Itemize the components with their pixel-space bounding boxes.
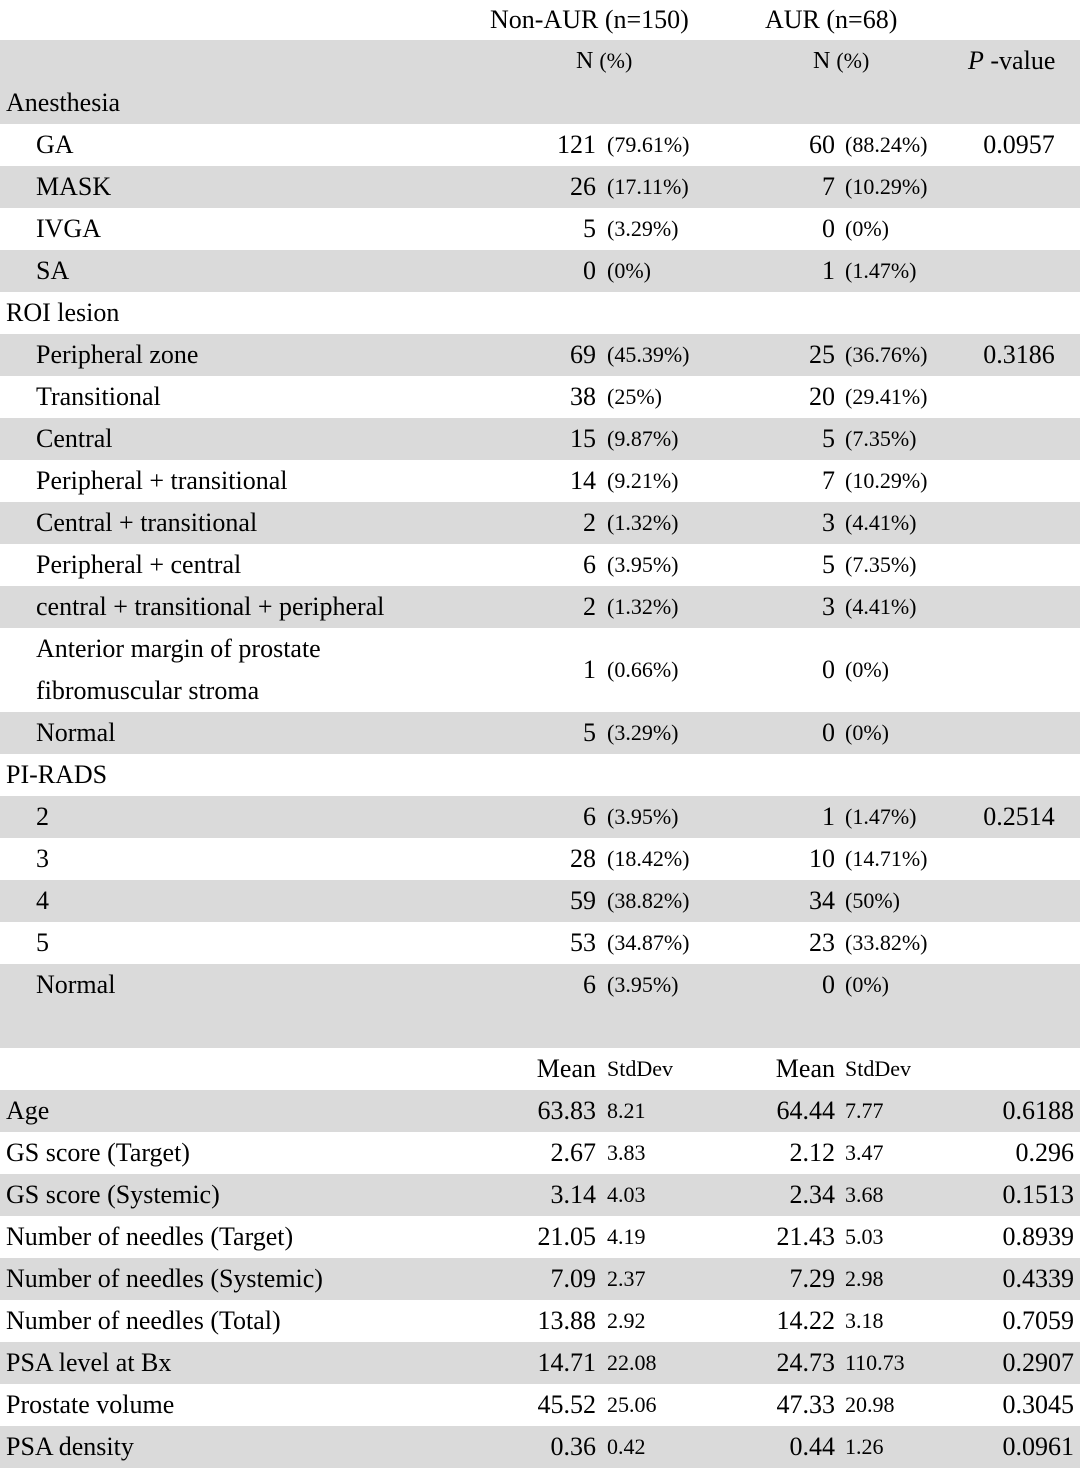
- row-label: PSA density: [6, 1432, 134, 1461]
- row-label: Peripheral + central: [36, 550, 242, 579]
- count-aur: 23: [809, 928, 835, 957]
- sd-aur: 7.77: [845, 1098, 884, 1123]
- mean-aur: 2.34: [789, 1180, 835, 1209]
- n-label-1: N: [576, 47, 594, 74]
- table-row: [0, 418, 1080, 460]
- count-non-aur: 2: [583, 508, 596, 537]
- count-non-aur: 28: [570, 844, 596, 873]
- percent-aur: (50%): [845, 888, 900, 913]
- mean-aur: 47.33: [776, 1390, 835, 1419]
- count-non-aur: 6: [583, 550, 596, 579]
- p-value: 0.0957: [983, 130, 1055, 159]
- percent-aur: (88.24%): [845, 132, 928, 157]
- percent-non-aur: (1.32%): [607, 510, 679, 535]
- sd-aur: 20.98: [845, 1392, 895, 1417]
- table-row: [0, 796, 1080, 838]
- subheader-row: [0, 40, 1080, 82]
- table-row: [0, 712, 1080, 754]
- percent-non-aur: (38.82%): [607, 888, 690, 913]
- count-non-aur: 38: [570, 382, 596, 411]
- count-non-aur: 5: [583, 214, 596, 243]
- count-non-aur: 1: [583, 655, 596, 684]
- row-label: Normal: [36, 718, 116, 747]
- count-non-aur: 15: [570, 424, 596, 453]
- percent-aur: (7.35%): [845, 552, 917, 577]
- count-non-aur: 2: [583, 592, 596, 621]
- table-row: [0, 586, 1080, 628]
- p-value: [964, 712, 1074, 754]
- mean-aur: 0.44: [789, 1432, 835, 1461]
- mean-non-aur: 7.09: [550, 1264, 596, 1293]
- mean-aur: 21.43: [776, 1222, 835, 1251]
- row-label: central + transitional + peripheral: [36, 592, 385, 621]
- percent-aur: (0%): [845, 720, 889, 745]
- percent-non-aur: (25%): [607, 384, 662, 409]
- sd-non-aur: 4.03: [607, 1182, 646, 1207]
- sd-aur: 1.26: [845, 1434, 884, 1459]
- table-row: [0, 544, 1080, 586]
- categorical-section: [0, 82, 1080, 1006]
- row-label: GS score (Systemic): [6, 1180, 220, 1209]
- p-value: [964, 460, 1074, 502]
- percent-non-aur: (18.42%): [607, 846, 690, 871]
- row-label: SA: [36, 256, 70, 285]
- p-value: [964, 544, 1074, 586]
- row-label: Anterior margin of prostate fibromuscular stroma: [36, 634, 321, 705]
- p-value: 0.4339: [1002, 1264, 1074, 1293]
- p-value: 0.2907: [1002, 1348, 1074, 1377]
- table-row: [0, 1300, 1080, 1342]
- p-value-header: [968, 40, 1055, 82]
- percent-non-aur: (9.21%): [607, 468, 679, 493]
- percent-non-aur: (0.66%): [607, 657, 679, 682]
- sd-aur: 3.18: [845, 1308, 884, 1333]
- table-row: [0, 460, 1080, 502]
- percent-aur: (10.29%): [845, 174, 928, 199]
- sd-non-aur: 8.21: [607, 1098, 646, 1123]
- p-value: [964, 376, 1074, 418]
- sd-header-1: StdDev: [607, 1056, 673, 1081]
- p-value: [964, 964, 1074, 1006]
- mean-aur: 2.12: [789, 1138, 835, 1167]
- count-non-aur: 121: [557, 130, 596, 159]
- group1-header: Non-AUR (n=150): [490, 5, 689, 34]
- percent-aur: (36.76%): [845, 342, 928, 367]
- p-value: 0.0961: [1002, 1432, 1074, 1461]
- percent-aur: (14.71%): [845, 846, 928, 871]
- sd-non-aur: 25.06: [607, 1392, 657, 1417]
- mean-aur: 64.44: [776, 1096, 835, 1125]
- row-label: Age: [6, 1096, 50, 1125]
- table-row: [0, 1426, 1080, 1468]
- percent-non-aur: (0%): [607, 258, 651, 283]
- count-aur: 0: [822, 970, 835, 999]
- row-label: Number of needles (Total): [6, 1306, 281, 1335]
- p-value: 0.7059: [1002, 1306, 1074, 1335]
- table-row: [0, 964, 1080, 1006]
- sd-aur: 5.03: [845, 1224, 884, 1249]
- table-row: [0, 1216, 1080, 1258]
- p-value: 0.8939: [1002, 1222, 1074, 1251]
- mean-non-aur: 63.83: [537, 1096, 596, 1125]
- section-header-row: [0, 82, 1080, 124]
- row-label: 4: [36, 886, 49, 915]
- table-row: [0, 208, 1080, 250]
- group2-header: AUR (n=68): [765, 5, 898, 34]
- count-non-aur: 6: [583, 802, 596, 831]
- row-label: 5: [36, 928, 49, 957]
- table-row: [0, 838, 1080, 880]
- p-value: 0.1513: [1002, 1180, 1074, 1209]
- count-non-aur: 14: [570, 466, 596, 495]
- p-value: [964, 166, 1074, 208]
- table-row: [0, 1132, 1080, 1174]
- percent-non-aur: (79.61%): [607, 132, 690, 157]
- percent-aur: (1.47%): [845, 804, 917, 829]
- table-row: [0, 922, 1080, 964]
- section-header-row: [0, 754, 1080, 796]
- count-aur: 5: [822, 550, 835, 579]
- mean-non-aur: 3.14: [550, 1180, 596, 1209]
- p-value: 0.6188: [1002, 1096, 1074, 1125]
- percent-aur: (10.29%): [845, 468, 928, 493]
- count-aur: 0: [822, 214, 835, 243]
- row-label: PSA level at Bx: [6, 1348, 172, 1377]
- row-label: Number of needles (Systemic): [6, 1264, 323, 1293]
- p-value: [964, 880, 1074, 922]
- table-row: [0, 166, 1080, 208]
- p-value: [964, 628, 1074, 712]
- mean-non-aur: 0.36: [550, 1432, 596, 1461]
- percent-aur: (0%): [845, 216, 889, 241]
- n-label-2: N: [813, 47, 831, 74]
- percent-non-aur: (3.95%): [607, 552, 679, 577]
- percent-non-aur: (34.87%): [607, 930, 690, 955]
- section-title: Anesthesia: [6, 88, 121, 117]
- count-aur: 0: [822, 655, 835, 684]
- table-row: [0, 1384, 1080, 1426]
- mean-non-aur: 13.88: [537, 1306, 596, 1335]
- count-non-aur: 26: [570, 172, 596, 201]
- p-value: [964, 922, 1074, 964]
- percent-aur: (0%): [845, 657, 889, 682]
- p-value: [964, 418, 1074, 460]
- table-row: [0, 124, 1080, 166]
- section-title: PI-RADS: [6, 760, 108, 789]
- row-label: Central + transitional: [36, 508, 258, 537]
- pct-label-1: (%): [599, 48, 633, 73]
- count-aur: 1: [822, 256, 835, 285]
- pct-label-2: (%): [836, 48, 870, 73]
- count-non-aur: 0: [583, 256, 596, 285]
- row-label: Central: [36, 424, 113, 453]
- percent-aur: (7.35%): [845, 426, 917, 451]
- row-label: GS score (Target): [6, 1138, 190, 1167]
- p-value: [964, 838, 1074, 880]
- continuous-header-row: [0, 1048, 1080, 1090]
- sd-non-aur: 4.19: [607, 1224, 646, 1249]
- table-row: [0, 376, 1080, 418]
- table-row: [0, 250, 1080, 292]
- sd-aur: 2.98: [845, 1266, 884, 1291]
- sd-non-aur: 22.08: [607, 1350, 657, 1375]
- row-label: MASK: [36, 172, 112, 201]
- table-row: [0, 628, 1080, 712]
- sd-non-aur: 2.37: [607, 1266, 646, 1291]
- mean-header-2: Mean: [775, 1054, 835, 1083]
- count-aur: 3: [822, 592, 835, 621]
- row-label: Prostate volume: [6, 1390, 175, 1419]
- row-label: 3: [36, 844, 49, 873]
- percent-non-aur: (3.29%): [607, 216, 679, 241]
- table-row: [0, 1090, 1080, 1132]
- count-non-aur: 59: [570, 886, 596, 915]
- table-row: [0, 1258, 1080, 1300]
- count-non-aur: 6: [583, 970, 596, 999]
- row-label: Peripheral zone: [36, 340, 199, 369]
- row-label: IVGA: [36, 214, 101, 243]
- mean-aur: 7.29: [789, 1264, 835, 1293]
- sd-header-2: StdDev: [845, 1056, 911, 1081]
- count-aur: 5: [822, 424, 835, 453]
- row-label: Normal: [36, 970, 116, 999]
- sd-non-aur: 0.42: [607, 1434, 646, 1459]
- count-non-aur: 5: [583, 718, 596, 747]
- mean-non-aur: 45.52: [537, 1390, 596, 1419]
- p-value: 0.296: [1015, 1138, 1074, 1167]
- table-row: [0, 880, 1080, 922]
- mean-header-1: Mean: [536, 1054, 596, 1083]
- count-aur: 0: [822, 718, 835, 747]
- percent-non-aur: (17.11%): [607, 174, 689, 199]
- percent-aur: (4.41%): [845, 510, 917, 535]
- p-value: [964, 208, 1074, 250]
- percent-aur: (33.82%): [845, 930, 928, 955]
- n-pct-header-2: [813, 40, 869, 82]
- row-label: Transitional: [36, 382, 161, 411]
- row-label: Peripheral + transitional: [36, 466, 288, 495]
- sd-aur: 3.47: [845, 1140, 884, 1165]
- percent-aur: (29.41%): [845, 384, 928, 409]
- count-aur: 34: [809, 886, 835, 915]
- count-aur: 20: [809, 382, 835, 411]
- percent-non-aur: (3.29%): [607, 720, 679, 745]
- percent-aur: (0%): [845, 972, 889, 997]
- sd-aur: 3.68: [845, 1182, 884, 1207]
- percent-non-aur: (1.32%): [607, 594, 679, 619]
- sd-non-aur: 3.83: [607, 1140, 646, 1165]
- p-value: [964, 502, 1074, 544]
- mean-aur: 14.22: [776, 1306, 835, 1335]
- mean-non-aur: 21.05: [537, 1222, 596, 1251]
- row-label: GA: [36, 130, 74, 159]
- table-row: [0, 502, 1080, 544]
- percent-non-aur: (9.87%): [607, 426, 679, 451]
- percent-non-aur: (3.95%): [607, 972, 679, 997]
- p-suffix: -value: [983, 46, 1056, 75]
- mean-non-aur: 14.71: [537, 1348, 596, 1377]
- mean-non-aur: 2.67: [550, 1138, 596, 1167]
- spacer-row: [0, 1006, 1080, 1048]
- sd-aur: 110.73: [845, 1350, 905, 1375]
- count-non-aur: 69: [570, 340, 596, 369]
- table-row: [0, 1174, 1080, 1216]
- percent-aur: (4.41%): [845, 594, 917, 619]
- n-pct-header-1: [576, 40, 632, 82]
- count-aur: 3: [822, 508, 835, 537]
- percent-aur: (1.47%): [845, 258, 917, 283]
- count-aur: 25: [809, 340, 835, 369]
- count-aur: 7: [822, 466, 835, 495]
- continuous-section: [0, 1090, 1080, 1468]
- table-row: [0, 334, 1080, 376]
- count-aur: 60: [809, 130, 835, 159]
- row-label: 2: [36, 802, 49, 831]
- section-header-row: [0, 292, 1080, 334]
- p-value: [964, 586, 1074, 628]
- p-value: 0.2514: [983, 802, 1055, 831]
- count-aur: 7: [822, 172, 835, 201]
- table-row: [0, 1342, 1080, 1384]
- row-label: Number of needles (Target): [6, 1222, 294, 1251]
- percent-non-aur: (45.39%): [607, 342, 690, 367]
- p-value: 0.3045: [1002, 1390, 1074, 1419]
- mean-aur: 24.73: [776, 1348, 835, 1377]
- section-title: ROI lesion: [6, 298, 120, 327]
- count-non-aur: 53: [570, 928, 596, 957]
- p-value: 0.3186: [983, 340, 1055, 369]
- p-value: [964, 250, 1074, 292]
- count-aur: 10: [809, 844, 835, 873]
- count-aur: 1: [822, 802, 835, 831]
- sd-non-aur: 2.92: [607, 1308, 646, 1333]
- group-header-row: [0, 0, 1080, 40]
- percent-non-aur: (3.95%): [607, 804, 679, 829]
- p-italic: P: [968, 46, 984, 75]
